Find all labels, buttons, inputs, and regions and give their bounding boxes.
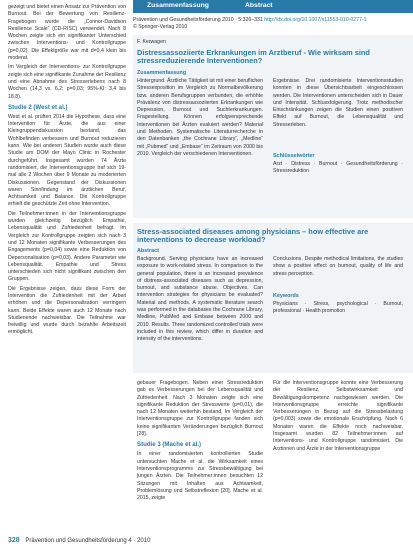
header-zusammenfassung: Zusammenfassung: [147, 2, 209, 9]
doi-link[interactable]: http://dx.doi.org/10.1007/s11553-010-0277-1: [264, 17, 367, 23]
keywords-label: Keywords: [273, 293, 299, 299]
paragraph: West et al. prüften 2014 die Hypothese, dass eine Intervention für Ärzte, die aus einer Kleingruppendiskussion bestand, das Wohlbefinden verbessern und Burnout reduzieren kann. Wie bei anderen Studien wurde auch diese Studie am DOM der Mayo Clinic in Rochester durchgeführt. Insgesamt wurden 74 Ärzte randomisiert, die Interventionsgruppe traf sich 19-mal alle 2 Wochen über 9 Monate zu moderierten Diskussionen. Gegenstand der Diskussionen waren Sinnfindung im ärztlichen Beruf, Achtsamkeit und Balance. Die Kontrollgruppe erhielt die geschützte Zeit ohne Intervention.: [8, 113, 126, 208]
english-keywords: Physicians · Stress, psychological · Burnout, professional · Health promotion: [273, 301, 403, 315]
section-heading: Studie 2 (West et al.): [8, 103, 68, 111]
english-abstract-left: Background. Serving physicians have an increased exposure to work-related stress. In comparison to the general population, there is an increased prevalence of distress-associated diseases such as depression, burnout, and substance abuse. Objectives. Can intervention strategies for physicians be evaluated? Material and methods. A systematic literature search was performed in the databases the Cochrane Library, Medline, PubMed and Embase between 2000 and 2010. Results. Three randomized controlled trials were included in this review, which differ in duration and intensity of the interventions.: [137, 256, 263, 343]
journal-name: Prävention und Gesundheitsförderung 4 · 2010: [25, 538, 151, 544]
copyright: © Springer-Verlag 2010: [133, 24, 188, 30]
journal-ref: Prävention und Gesundheitsförderung 2010 · 5:326–331: [133, 17, 263, 23]
german-abstract-right: Ergebnisse. Drei randomisierte Interventionsstudien konnten in diese Übersichtsarbeit eingeschlossen werden. Die Interventionen unterscheiden sich in Dauer und Intensität. Schlussfolgerung. Trotz methodischer Einschränkungen zeigen die Studien einen positiven Effekt auf Burnout, die Lebensqualität und Stresserleben.: [273, 78, 403, 128]
page-number: 328: [8, 537, 20, 544]
paragraph: gebauer Fragebogen. Neben einer Stressreduktion gab es Verbesserungen bei der Lebensqualität und Zufriedenheit. Nach 3 Monaten zeigte sich eine signifikante Reduktion der Stresswerte (p=0,01), die nach 12 Monaten weiterhin bestand. Im Vergleich der Interventionsgruppe zur Kontrollgruppe fanden sich keine signifikanten Veränderungen bezüglich Burnout [28].: [137, 380, 263, 438]
english-abstract-right: Conclusions. Despite methodical limitations, the studies show a positive effect on burnout, quality of life and stress perception.: [273, 256, 403, 277]
journal-citation: [133, 17, 403, 31]
paragraph: gezeigt und bietet einen Ansatz zur Prävention von Burnout. Bei der Bewertung von Resilienz-Fragebogen wurde die „Connor-Davidson Resilience Scale“ (CD-RISC) verwendet. Nach 8 Wochen zeigte sich ein signifikanter Unterschied zwischen Interventions- und Kontrollgruppe (p=0,02). Die Effektgröße war mit d=0,4 klein bis moderat.: [8, 4, 126, 62]
paragraph: Im Vergleich der Interventions- zur Kontrollgruppe zeigte sich eine signifikante Zunahme der Resilienz und eine Abnahme des Stresserlebens nach 8 Wochen (14,3 vs. 6,2; p=0,03; 95%-KI: 3,4 bis 18,8).: [8, 64, 126, 100]
page-footer: [8, 537, 150, 544]
english-title: Stress-associated diseases among physicians – how effective are interventions to decrease workload?: [137, 227, 369, 245]
header-abstract: Abstract: [245, 2, 273, 9]
bottom-column-2: Für die Interventionsgruppe konnte eine Verbesserung der Resilienz, Selbstwirksamkeit und Bewältigungskompetenz nachgewiesen werden. Die Interventionsgruppe erreichte signifikante Verbesserungen in Bezug auf die Stressbelastung (p=0,003) sowie die emotionale Erschöpfung. Nach 6 Monaten waren die Effekte noch nachweisbar. Insgesamt wurden 82 Teilnehmer:innen auf Interventions- und Kontrollgruppe randomisiert. Die Arztinnen und Ärzte in der Interventionsgruppe: [273, 380, 403, 452]
paragraph: Die Teilnehmer:innen in der Interventionsgruppe wurden gleichzeitig bezüglich Empathie, Lebensqualität und Zufriedenheit befragt. Im Vergleich zur Kontrollgruppe zeigten sich nach 3 und 12 Monaten signifikante Verbesserungen des Engagements (p=0,04) sowie eine Reduktion von Depersonalisation (p=0,03). Andere Parameter wie Lebensqualität, Empathie und Stress unterschieden sich nicht signifikant zwischen den Gruppen.: [8, 210, 126, 283]
paragraph: Die Ergebnisse zeigen, dass diese Form der Intervention die Zufriedenheit mit der Arbeit erhöhen und die Depersonalisation verringern kann. Beide Effekte waren auch 12 Monate nach Studienende nachweisbar. Die Teilnahme war freiwillig und wurde durch bezahlte Arbeitszeit ermöglicht.: [8, 285, 126, 336]
abstract-label: Abstract: [137, 248, 159, 254]
paragraph: In einer randomisierten kontrollierten Studie untersuchten Mache et al. die Wirksamkeit eines Interventionsprogramms zur Stressbewältigung bei jungen Ärzten. Die Teilnehmer:innen besuchten 12 Sitzungen mit Inhalten aus Achtsamkeit, Problemlösung und Selbstreflexion [20]. Mache et al. 2015, zeigte: [137, 451, 263, 502]
author: F. Kerwagen: [137, 39, 166, 45]
section-heading: Studie 3 (Mache et al.): [137, 441, 201, 449]
german-abstract-left: Hintergrund. Ärztliche Tätigkeit ist mit einer beruflichen Stressexposition im Vergleich zu Normalbevölkerung bzw. anderen Berufsgruppen verbunden, die erhöhte Prävalenz von distressassoziierten Erkrankungen wie Depression, Burnout und Suchterkrankungen. Fragestellung. Können erfolgversprechende Interventionen bei Ärzten evaluiert werden? Material und Methoden. Systematische Literaturrecherche in den Datenbanken „the Cochrane Library“, „Medline“ mit „Pubmed“ und „Embase“ im Zeitraum von 2000 bis 2010. Vergleich der verschiedenen Interventionen.: [137, 78, 263, 157]
left-column: [8, 4, 126, 337]
section-header-bar: [133, 0, 413, 13]
german-keywords: Arzt · Distress · Burnout · Gesundheitsförderung · Stressreduktion: [273, 161, 403, 175]
bottom-column-1: [137, 380, 263, 502]
german-title: Distressassoziierte Erkrankungen im Arztberuf - Wie wirksam sind stressreduzierende Interventionen?: [137, 48, 370, 66]
schluesselwoerter-label: Schlüsselwörter: [273, 153, 315, 159]
zusammenfassung-label: Zusammenfassung: [137, 70, 187, 76]
